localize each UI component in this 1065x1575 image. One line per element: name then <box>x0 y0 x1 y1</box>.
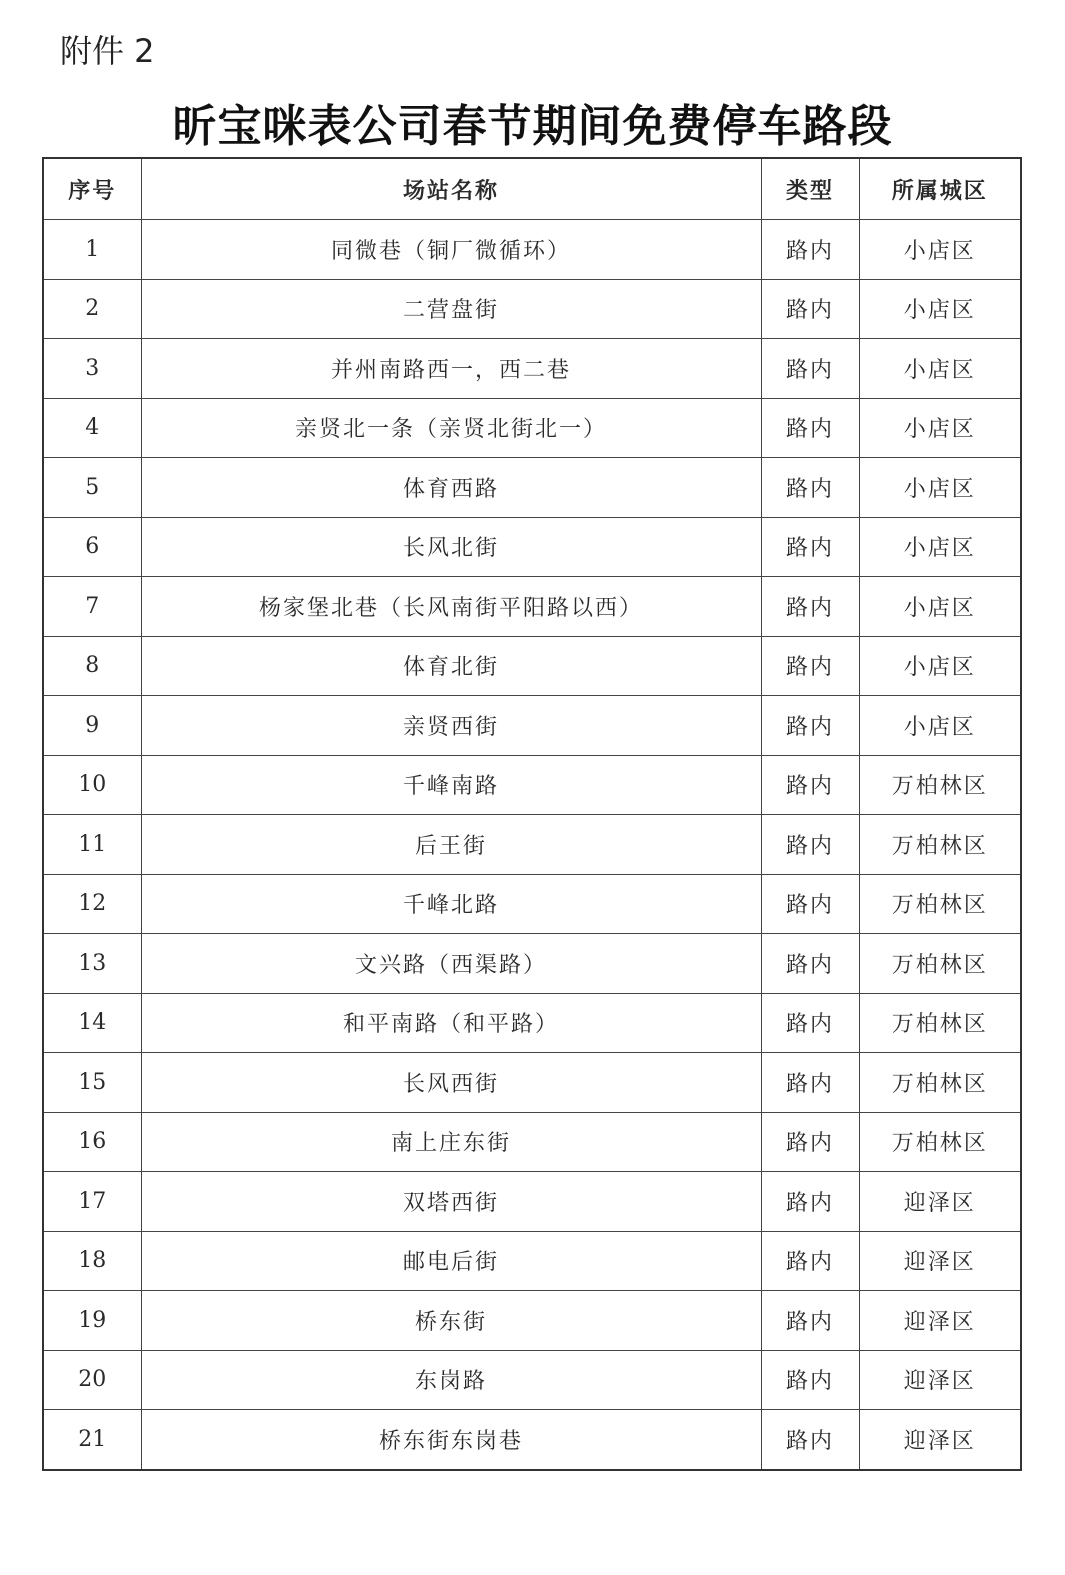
table-row <box>43 517 1021 577</box>
row-number-cell: 11 <box>43 815 141 875</box>
table-row <box>43 874 1021 934</box>
type-cell: 路内 <box>761 1112 859 1172</box>
type-cell: 路内 <box>761 220 859 280</box>
type-cell: 路内 <box>761 1231 859 1291</box>
type-cell: 路内 <box>761 934 859 994</box>
table-row <box>43 1053 1021 1113</box>
district-cell: 小店区 <box>859 577 1021 637</box>
station-name-cell: 亲贤西街 <box>141 696 761 756</box>
table-body <box>43 220 1021 1470</box>
district-cell: 迎泽区 <box>859 1172 1021 1232</box>
table-row <box>43 339 1021 399</box>
row-number-cell: 12 <box>43 874 141 934</box>
station-name-cell: 双塔西街 <box>141 1172 761 1232</box>
table-row <box>43 1172 1021 1232</box>
type-cell: 路内 <box>761 339 859 399</box>
type-cell: 路内 <box>761 993 859 1053</box>
type-cell: 路内 <box>761 458 859 518</box>
row-number-cell: 15 <box>43 1053 141 1113</box>
station-name-cell: 长风北街 <box>141 517 761 577</box>
district-cell: 小店区 <box>859 279 1021 339</box>
row-number-cell: 19 <box>43 1291 141 1351</box>
table-row <box>43 398 1021 458</box>
row-number-cell: 2 <box>43 279 141 339</box>
station-name-cell: 和平南路（和平路） <box>141 993 761 1053</box>
district-cell: 迎泽区 <box>859 1231 1021 1291</box>
parking-table-container <box>42 157 1020 1471</box>
table-header-row <box>43 158 1021 220</box>
row-number-cell: 4 <box>43 398 141 458</box>
document-title: 昕宝咪表公司春节期间免费停车路段 <box>172 101 893 152</box>
station-name-cell: 二营盘街 <box>141 279 761 339</box>
table-row <box>43 1112 1021 1172</box>
station-name-cell: 长风西街 <box>141 1053 761 1113</box>
type-cell: 路内 <box>761 1053 859 1113</box>
district-cell: 万柏林区 <box>859 1053 1021 1113</box>
station-name-cell: 文兴路（西渠路） <box>141 934 761 994</box>
row-number-cell: 20 <box>43 1350 141 1410</box>
district-cell: 万柏林区 <box>859 1112 1021 1172</box>
header-district: 所属城区 <box>859 158 1021 220</box>
table-row <box>43 636 1021 696</box>
station-name-cell: 后王街 <box>141 815 761 875</box>
type-cell: 路内 <box>761 1172 859 1232</box>
row-number-cell: 5 <box>43 458 141 518</box>
table-row <box>43 1231 1021 1291</box>
district-cell: 小店区 <box>859 696 1021 756</box>
district-cell: 万柏林区 <box>859 874 1021 934</box>
type-cell: 路内 <box>761 1350 859 1410</box>
station-name-cell: 亲贤北一条（亲贤北街北一） <box>141 398 761 458</box>
row-number-cell: 6 <box>43 517 141 577</box>
station-name-cell: 体育西路 <box>141 458 761 518</box>
header-type: 类型 <box>761 158 859 220</box>
row-number-cell: 14 <box>43 993 141 1053</box>
district-cell: 万柏林区 <box>859 934 1021 994</box>
district-cell: 小店区 <box>859 398 1021 458</box>
district-cell: 迎泽区 <box>859 1350 1021 1410</box>
station-name-cell: 同微巷（铜厂微循环） <box>141 220 761 280</box>
type-cell: 路内 <box>761 577 859 637</box>
type-cell: 路内 <box>761 636 859 696</box>
district-cell: 小店区 <box>859 220 1021 280</box>
row-number-cell: 9 <box>43 696 141 756</box>
station-name-cell: 杨家堡北巷（长风南街平阳路以西） <box>141 577 761 637</box>
table-row <box>43 755 1021 815</box>
row-number-cell: 10 <box>43 755 141 815</box>
type-cell: 路内 <box>761 279 859 339</box>
type-cell: 路内 <box>761 815 859 875</box>
type-cell: 路内 <box>761 1291 859 1351</box>
row-number-cell: 7 <box>43 577 141 637</box>
type-cell: 路内 <box>761 1410 859 1470</box>
table-row <box>43 220 1021 280</box>
table-row <box>43 815 1021 875</box>
table-row <box>43 1350 1021 1410</box>
table-row <box>43 1291 1021 1351</box>
table-row <box>43 696 1021 756</box>
station-name-cell: 东岗路 <box>141 1350 761 1410</box>
district-cell: 迎泽区 <box>859 1410 1021 1470</box>
type-cell: 路内 <box>761 755 859 815</box>
station-name-cell: 邮电后街 <box>141 1231 761 1291</box>
station-name-cell: 桥东街 <box>141 1291 761 1351</box>
station-name-cell: 体育北街 <box>141 636 761 696</box>
header-name: 场站名称 <box>141 158 761 220</box>
station-name-cell: 千峰北路 <box>141 874 761 934</box>
station-name-cell: 并州南路西一，西二巷 <box>141 339 761 399</box>
header-no: 序号 <box>43 158 141 220</box>
table-row <box>43 993 1021 1053</box>
station-name-cell: 南上庄东街 <box>141 1112 761 1172</box>
row-number-cell: 16 <box>43 1112 141 1172</box>
district-cell: 小店区 <box>859 517 1021 577</box>
row-number-cell: 8 <box>43 636 141 696</box>
type-cell: 路内 <box>761 517 859 577</box>
table-row <box>43 458 1021 518</box>
row-number-cell: 3 <box>43 339 141 399</box>
district-cell: 万柏林区 <box>859 755 1021 815</box>
district-cell: 小店区 <box>859 458 1021 518</box>
district-cell: 万柏林区 <box>859 815 1021 875</box>
district-cell: 小店区 <box>859 339 1021 399</box>
parking-table <box>42 157 1022 1471</box>
type-cell: 路内 <box>761 696 859 756</box>
table-row <box>43 1410 1021 1470</box>
table-row <box>43 934 1021 994</box>
district-cell: 万柏林区 <box>859 993 1021 1053</box>
attachment-label: 附件 2 <box>60 32 155 70</box>
district-cell: 迎泽区 <box>859 1291 1021 1351</box>
type-cell: 路内 <box>761 874 859 934</box>
row-number-cell: 18 <box>43 1231 141 1291</box>
row-number-cell: 17 <box>43 1172 141 1232</box>
station-name-cell: 桥东街东岗巷 <box>141 1410 761 1470</box>
station-name-cell: 千峰南路 <box>141 755 761 815</box>
table-row <box>43 577 1021 637</box>
type-cell: 路内 <box>761 398 859 458</box>
table-row <box>43 279 1021 339</box>
row-number-cell: 1 <box>43 220 141 280</box>
district-cell: 小店区 <box>859 636 1021 696</box>
row-number-cell: 21 <box>43 1410 141 1470</box>
row-number-cell: 13 <box>43 934 141 994</box>
